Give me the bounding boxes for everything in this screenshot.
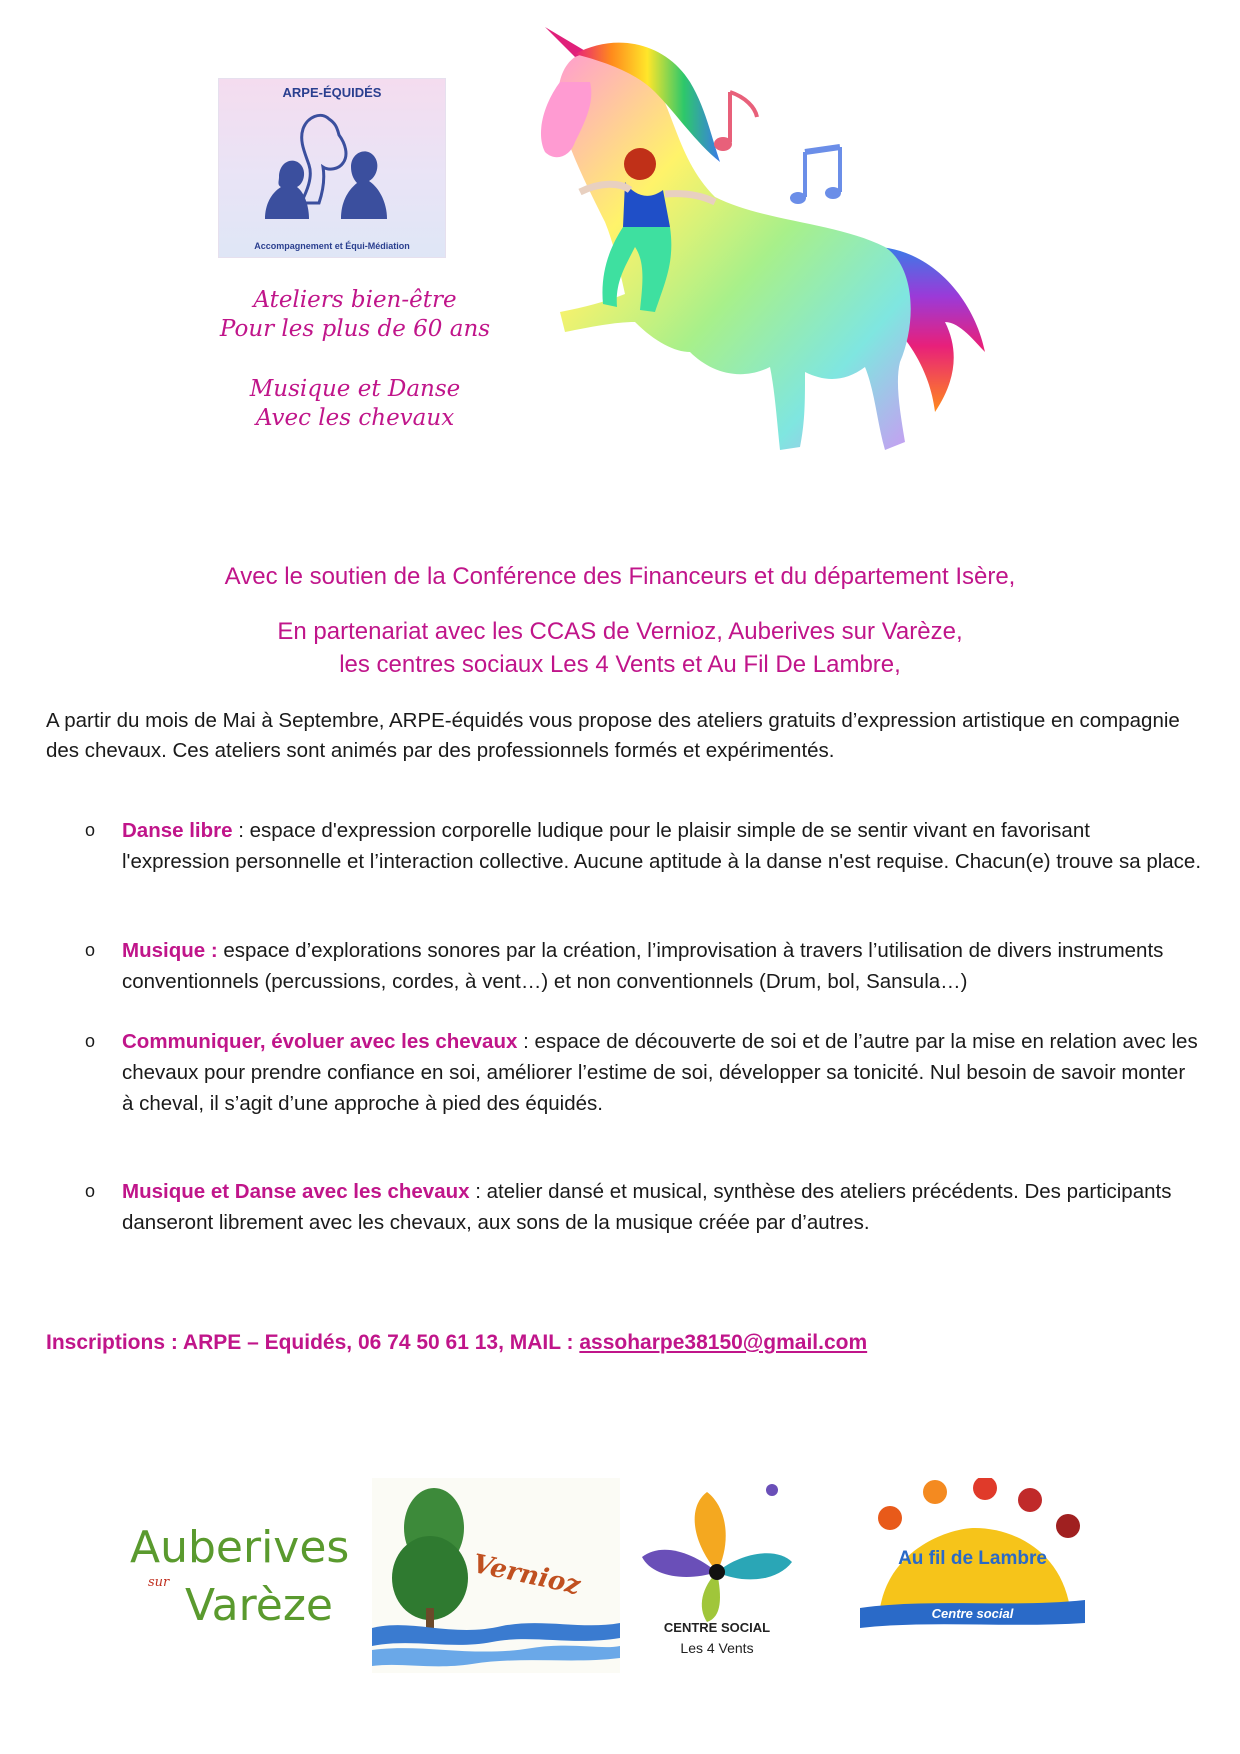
label-separator: : bbox=[469, 1180, 487, 1203]
vernioz-name: Vernioz bbox=[470, 1549, 583, 1601]
registration-text: Inscriptions : ARPE – Equidés, 06 74 50 61 13, MAIL : bbox=[46, 1331, 580, 1354]
vernioz-logo bbox=[372, 1478, 620, 1673]
arpe-equides-logo bbox=[218, 78, 446, 258]
centre-social-label: CENTRE SOCIAL bbox=[663, 1620, 771, 1635]
au-fil-de-lambre-logo bbox=[850, 1478, 1095, 1658]
slogan-music-dance bbox=[200, 375, 510, 433]
logo-title: ARPE-ÉQUIDÉS bbox=[282, 85, 382, 100]
lambre-title: Au fil de Lambre bbox=[898, 1548, 1047, 1569]
slogan-line-1: Ateliers bien-être bbox=[253, 287, 457, 313]
workshop-label: Communiquer, évoluer avec les chevaux bbox=[122, 1030, 518, 1053]
auberives-logo bbox=[130, 1522, 355, 1645]
centre-social-name: Les 4 Vents bbox=[680, 1640, 754, 1656]
rainbow-unicorn-illustration bbox=[505, 22, 1065, 522]
lambre-subtitle: Centre social bbox=[931, 1606, 1014, 1621]
workshop-description: espace de découverte de soi et de l’autre par la mise en relation avec les chevaux pour prendre confiance en soi, améliorer l’estime de soi, développer sa tonicité. Nul besoin de savoir monter à cheval, il s’agit d’une approche à pied des équidés. bbox=[122, 1030, 1198, 1115]
registration-line bbox=[46, 1331, 867, 1355]
slogan-line-3: Musique et Danse bbox=[249, 376, 461, 402]
logo-subtitle: Accompagnement et Équi-Médiation bbox=[254, 241, 410, 251]
support-statement: Avec le soutien de la Conférence des Financeurs et du département Isère, bbox=[224, 563, 1016, 590]
partnership-line-1: En partenariat avec les CCAS de Vernioz, Auberives sur Varèze, bbox=[277, 618, 963, 645]
vareze-name: Varèze bbox=[185, 1580, 334, 1631]
horse-and-riders-icon bbox=[259, 107, 405, 225]
intro-paragraph: A partir du mois de Mai à Septembre, ARPE-équidés vous propose des ateliers gratuits d’expression artistique en compagnie des chevaux. Ces ateliers sont animés par des professionnels formés et expérimentés. bbox=[46, 709, 1180, 762]
bullet-marker: o bbox=[85, 1031, 96, 1051]
auberives-sur: sur bbox=[148, 1575, 170, 1590]
partnership-line-2: les centres sociaux Les 4 Vents et Au Fil De Lambre, bbox=[339, 651, 901, 678]
centre-social-4-vents-logo bbox=[632, 1472, 802, 1672]
label-separator: : bbox=[232, 819, 250, 842]
slogan-line-2: Pour les plus de 60 ans bbox=[219, 316, 491, 342]
bullet-marker: o bbox=[85, 940, 96, 960]
auberives-name: Auberives bbox=[130, 1522, 350, 1573]
workshop-description: atelier dansé et musical, synthèse des ateliers précédents. Des participants danseront librement avec les chevaux, aux sons de la musique créée par d’autres. bbox=[122, 1180, 1172, 1234]
workshop-description: espace d'expression corporelle ludique pour le plaisir simple de se sentir vivant en favorisant l'expression personnelle et l’interaction collective. Aucune aptitude à la danse n'est requise. Chacun(e) trouve sa place. bbox=[122, 819, 1202, 873]
label-separator: : bbox=[517, 1030, 535, 1053]
flower-icon bbox=[632, 1472, 802, 1622]
workshop-label: Danse libre bbox=[122, 819, 233, 842]
bullet-marker: o bbox=[85, 820, 96, 840]
bullet-marker: o bbox=[85, 1181, 96, 1201]
music-note-icon bbox=[714, 92, 757, 151]
workshop-description: espace d’explorations sonores par la création, l’improvisation à travers l’utilisation de divers instruments conventionnels (percussions, cordes, à vent…) et non conventionnels (Drum, bol, Sansula…) bbox=[122, 939, 1164, 993]
slogan-line-4: Avec les chevaux bbox=[255, 405, 455, 431]
workshop-label: Musique et Danse avec les chevaux bbox=[122, 1180, 470, 1203]
double-music-note-icon bbox=[790, 147, 841, 204]
email-link[interactable]: assoharpe38150@gmail.com bbox=[579, 1331, 868, 1354]
partnership-statement bbox=[0, 615, 1240, 681]
slogan-workshops bbox=[180, 286, 530, 344]
workshop-label: Musique : bbox=[122, 939, 218, 962]
